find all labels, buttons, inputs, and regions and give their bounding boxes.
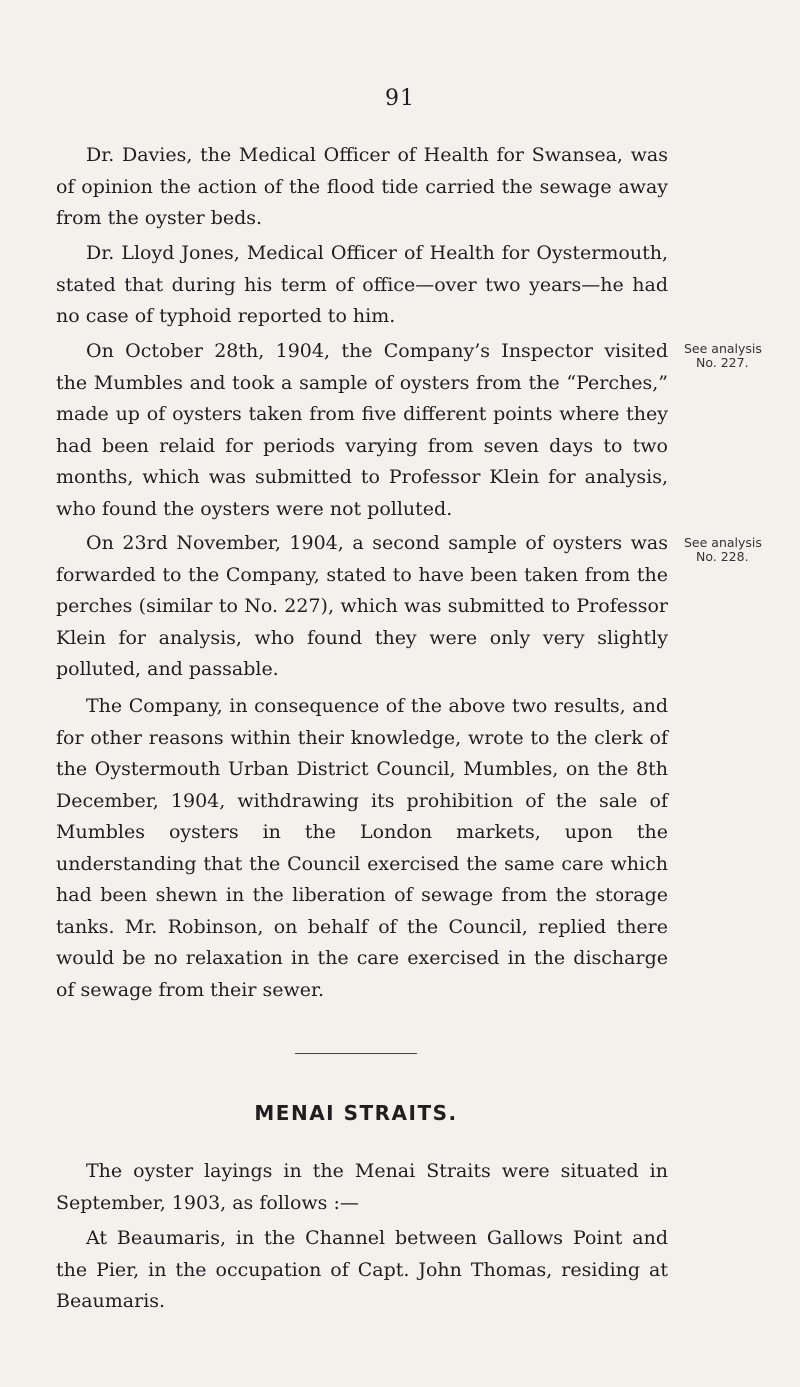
margin-note-analysis-227 [684,342,794,370]
margin-note-analysis-228 [684,536,794,564]
margin-note-line: See analysis [684,341,762,356]
margin-note-line: No. 227. [696,355,749,370]
paragraph-november-sample: On 23rd November, 1904, a second sample of oysters was forwarded to the Company, stated to have been taken from the perches (similar to No. 227), which was submitted to Professor Klein for analysis, who found they were only very slightly polluted, and passable. [56,532,668,680]
margin-note-line: No. 228. [696,549,749,564]
section-divider [295,1053,417,1054]
section-heading: MENAI STRAITS. [254,1101,458,1125]
margin-note-line: See analysis [684,535,762,550]
paragraph-company-letter: The Company, in consequence of the above two results, and for other reasons within their knowledge, wrote to the clerk of the Oystermouth Urban District Council, Mumbles, on the 8th December, 1904, withdrawing its prohibition of the sale of Mumbles oysters in the London markets, upon the understanding that the Council exercised the same care which had been shewn in the liberation of sewage from the storage tanks. Mr. Robinson, on behalf of the Council, replied there would be no relaxation in the care exercised in the discharge of sewage from their sewer. [56,695,668,1001]
paragraph-october-sample: On October 28th, 1904, the Company’s Inspector visited the Mumbles and took a sample of oysters from the “Perches,” made up of oysters taken from five different points where they had been relaid for periods varying from seven days to two months, which was submitted to Professor Klein for analysis, who found the oysters were not polluted. [56,340,668,520]
paragraph-beaumaris: At Beaumaris, in the Channel between Gallows Point and the Pier, in the occupation of Capt. John Thomas, residing at Beaumaris. [56,1227,668,1312]
paragraph-menai-layings: The oyster layings in the Menai Straits were situated in September, 1903, as follows :— [56,1160,668,1214]
paragraph-swansea: Dr. Davies, the Medical Officer of Health for Swansea, was of opinion the action of the flood tide carried the sewage away from the oyster beds. [56,144,668,229]
page-number: 91 [385,86,415,111]
paragraph-oystermouth: Dr. Lloyd Jones, Medical Officer of Health for Oystermouth, stated that during his term of office—over two years—he had no case of typhoid reported to him. [56,242,668,327]
